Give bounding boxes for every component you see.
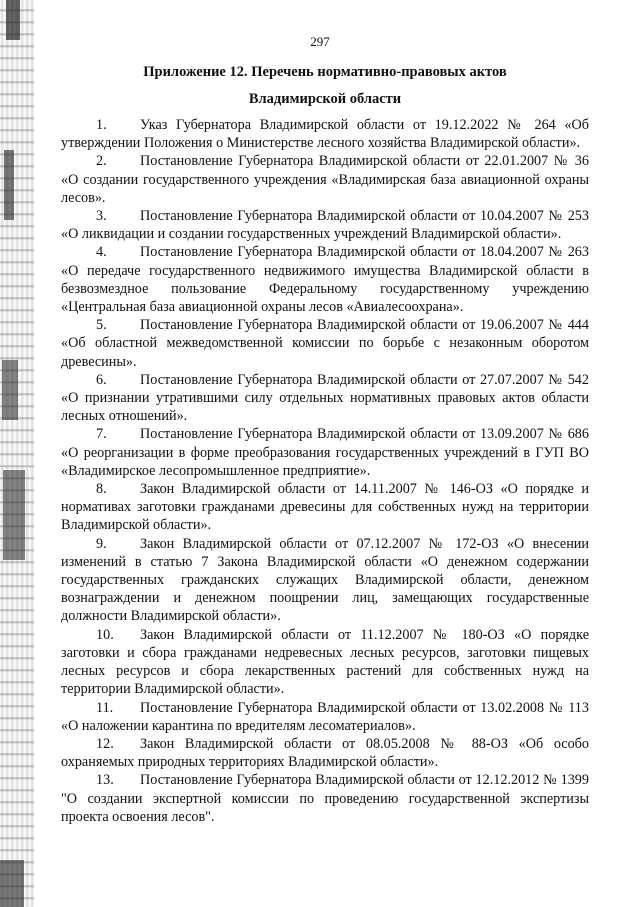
item-number: 12.	[96, 735, 114, 752]
item-number: 10.	[96, 626, 114, 643]
list-item	[61, 207, 589, 243]
item-text: Указ Губернатора Владимирской области от 19.12.2022 № 264 «Об утверждении Положения о Министерстве лесного хозяйства Владимирской области».	[61, 117, 589, 152]
item-number: 4.	[96, 244, 107, 261]
item-number: 13.	[96, 772, 114, 789]
item-number: 11.	[96, 699, 114, 716]
list-item	[61, 152, 589, 207]
list-item	[61, 371, 589, 426]
list-item	[61, 243, 589, 316]
item-text: Закон Владимирской области от 08.05.2008 № 88-ОЗ «Об особо охраняемых природных территориях Владимирской области».	[61, 735, 589, 771]
item-number: 6.	[96, 371, 107, 388]
item-text: Постановление Губернатора Владимирской области от 10.04.2007 № 253 «О ликвидации и создании государственных учреждений Владимирской области».	[61, 208, 589, 243]
list-item	[61, 626, 589, 699]
scan-blot	[4, 150, 14, 220]
list-item	[61, 425, 589, 480]
scan-blot	[3, 470, 25, 560]
item-number: 8.	[96, 481, 107, 498]
scan-edge-artifact	[0, 0, 34, 907]
page-subtitle: Владимирской области	[248, 91, 402, 107]
item-number: 7.	[96, 426, 107, 443]
item-number: 5.	[96, 317, 107, 334]
item-number: 3.	[96, 208, 107, 225]
item-text: Закон Владимирской области от 11.12.2007 № 180-ОЗ «О порядке заготовки и сбора гражданами недревесных лесных ресурсов, заготовки пищевых лесных ресурсов и сбора лекарственных растений для собственных нужд на территории Владимирской области».	[61, 626, 589, 698]
list-item	[61, 735, 589, 771]
list-item	[61, 480, 589, 535]
list-item	[61, 316, 589, 371]
item-text: Постановление Губернатора Владимирской области от 22.01.2007 № 36 «О создании государственного учреждения «Владимирская база авиационной охраны лесов».	[61, 153, 589, 206]
item-number: 1.	[96, 117, 107, 133]
scan-blot	[0, 860, 24, 907]
item-text: Постановление Губернатора Владимирской области от 12.12.2012 № 1399 "О создании экспертной комиссии по проведению государственной экспертизы проекта освоения лесов".	[61, 772, 589, 825]
page-number: 297	[310, 34, 330, 49]
list-item	[61, 771, 589, 826]
item-text: Постановление Губернатора Владимирской области от 13.02.2008 № 113 «О наложении карантина по вредителям лесоматериалов».	[61, 699, 589, 734]
item-number: 2.	[96, 153, 107, 170]
item-text: Постановление Губернатора Владимирской области от 27.07.2007 № 542 «О признании утратившими силу отдельных нормативных правовых актов области лесных отношений».	[61, 371, 589, 425]
list-item	[61, 116, 589, 152]
item-text: Постановление Губернатора Владимирской области от 13.09.2007 № 686 «О реорганизации в форме преобразования государственных учреждений в ГУП ВО «Владимирское лесопромышленное предприятие».	[61, 426, 589, 479]
item-text: Закон Владимирской области от 07.12.2007 № 172-ОЗ «О внесении изменений в статью 7 Закона Владимирской области «О денежном содержании государственных гражданских служащих Владимирской области, денежном вознаграждении и денежном поощрении лиц, замещающих государственные должности Владимирской области».	[61, 535, 589, 625]
scan-blot	[2, 360, 18, 420]
list-item	[61, 699, 589, 735]
list-item	[61, 535, 589, 626]
item-text: Постановление Губернатора Владимирской области от 18.04.2007 № 263 «О передаче государственного недвижимого имущества Владимирской области в безвозмездное пользование Федеральному государственному учреждению «Центральная база авиационной охраны лесов «Авиалесоохрана».	[61, 244, 589, 316]
item-text: Постановление Губернатора Владимирской области от 19.06.2007 № 444 «Об областной межведомственной комиссии по борьбе с незаконным оборотом древесины».	[61, 317, 589, 370]
item-number: 9.	[96, 535, 107, 552]
page-title: Приложение 12. Перечень нормативно-правовых актов	[143, 64, 507, 80]
item-text: Закон Владимирской области от 14.11.2007 № 146-ОЗ «О порядке и нормативах заготовки гражданами древесины для собственных нужд на территории Владимирской области».	[61, 481, 589, 534]
regulations-list	[61, 116, 589, 826]
